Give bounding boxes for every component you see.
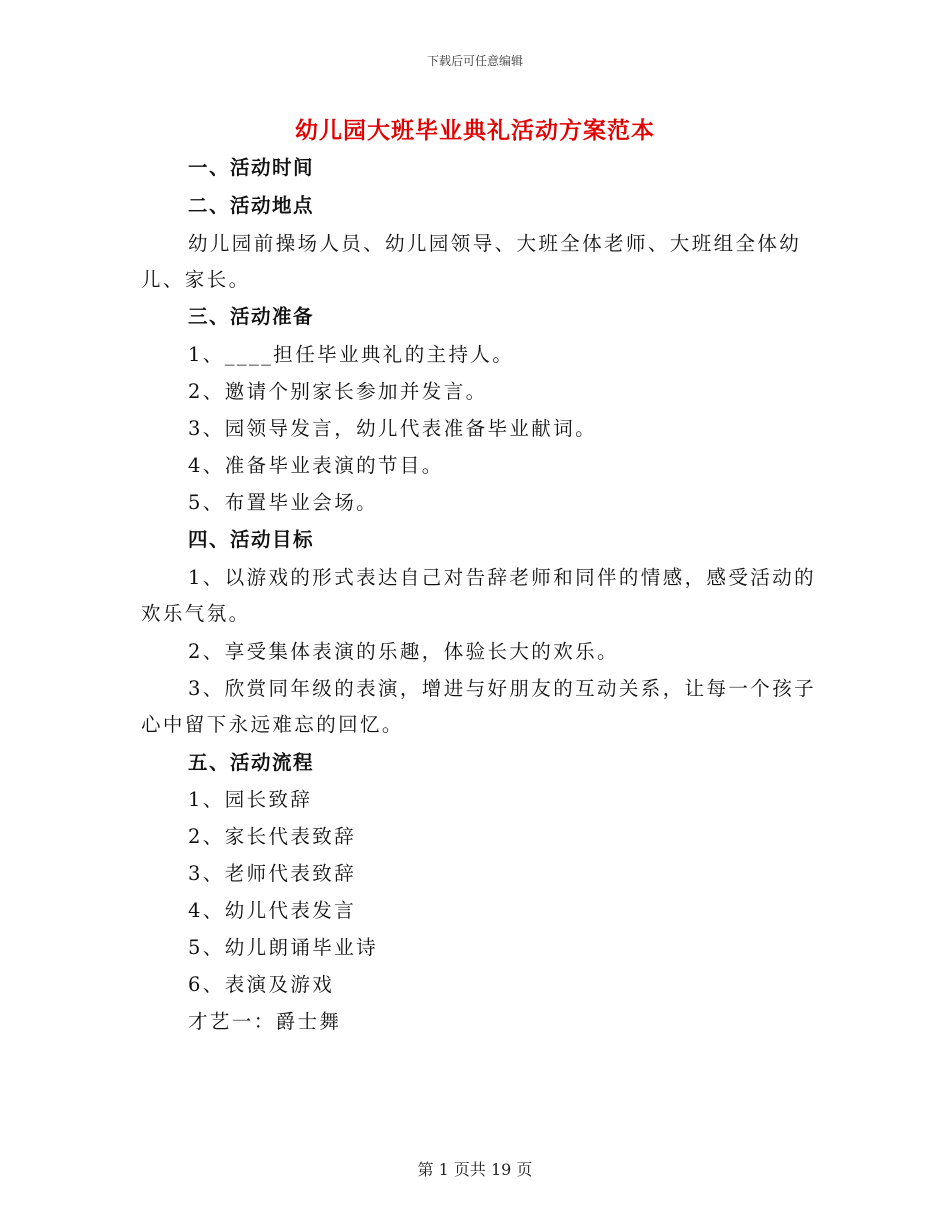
page-footer: 第 1 页共 19 页 (417, 1160, 533, 1179)
document-title: 幼儿园大班毕业典礼活动方案范本 (295, 117, 655, 144)
page-header: 下载后可任意编辑 (426, 54, 523, 68)
prep-item-4: 4、准备毕业表演的节目。 (188, 454, 444, 477)
flow-talent-1: 才艺一：爵士舞 (188, 1010, 342, 1033)
prep-item-5: 5、布置毕业会场。 (188, 491, 379, 514)
flow-item-4: 4、幼儿代表发言 (188, 899, 357, 922)
place-paragraph-line-2: 儿、家长。 (141, 268, 251, 291)
flow-item-3: 3、老师代表致辞 (188, 862, 357, 885)
section-heading-prep: 三、活动准备 (188, 305, 315, 328)
flow-item-2: 2、家长代表致辞 (188, 825, 357, 848)
section-heading-time: 一、活动时间 (188, 156, 315, 179)
goals-item-3-line-1: 3、欣赏同年级的表演，增进与好朋友的互动关系，让每一个孩子 (188, 677, 817, 700)
goals-item-2: 2、享受集体表演的乐趣，体验长大的欢乐。 (188, 640, 619, 663)
goals-item-1-line-2: 欢乐气氛。 (141, 602, 251, 625)
section-heading-place: 二、活动地点 (188, 194, 315, 217)
goals-item-3-line-2: 心中留下永远难忘的回忆。 (141, 713, 404, 736)
flow-item-5: 5、幼儿朗诵毕业诗 (188, 936, 379, 959)
section-heading-flow: 五、活动流程 (188, 751, 315, 774)
section-heading-goals: 四、活动目标 (188, 528, 315, 551)
prep-item-2: 2、邀请个别家长参加并发言。 (188, 380, 488, 403)
prep-item-3: 3、园领导发言，幼儿代表准备毕业献词。 (188, 417, 598, 440)
prep-item-1: 1、____担任毕业典礼的主持人。 (188, 343, 515, 366)
flow-item-6: 6、表演及游戏 (188, 973, 335, 996)
flow-item-1: 1、园长致辞 (188, 788, 313, 811)
place-paragraph-line-1: 幼儿园前操场人员、幼儿园领导、大班全体老师、大班组全体幼 (188, 232, 802, 255)
goals-item-1-line-1: 1、以游戏的形式表达自己对告辞老师和同伴的情感，感受活动的 (188, 566, 817, 589)
